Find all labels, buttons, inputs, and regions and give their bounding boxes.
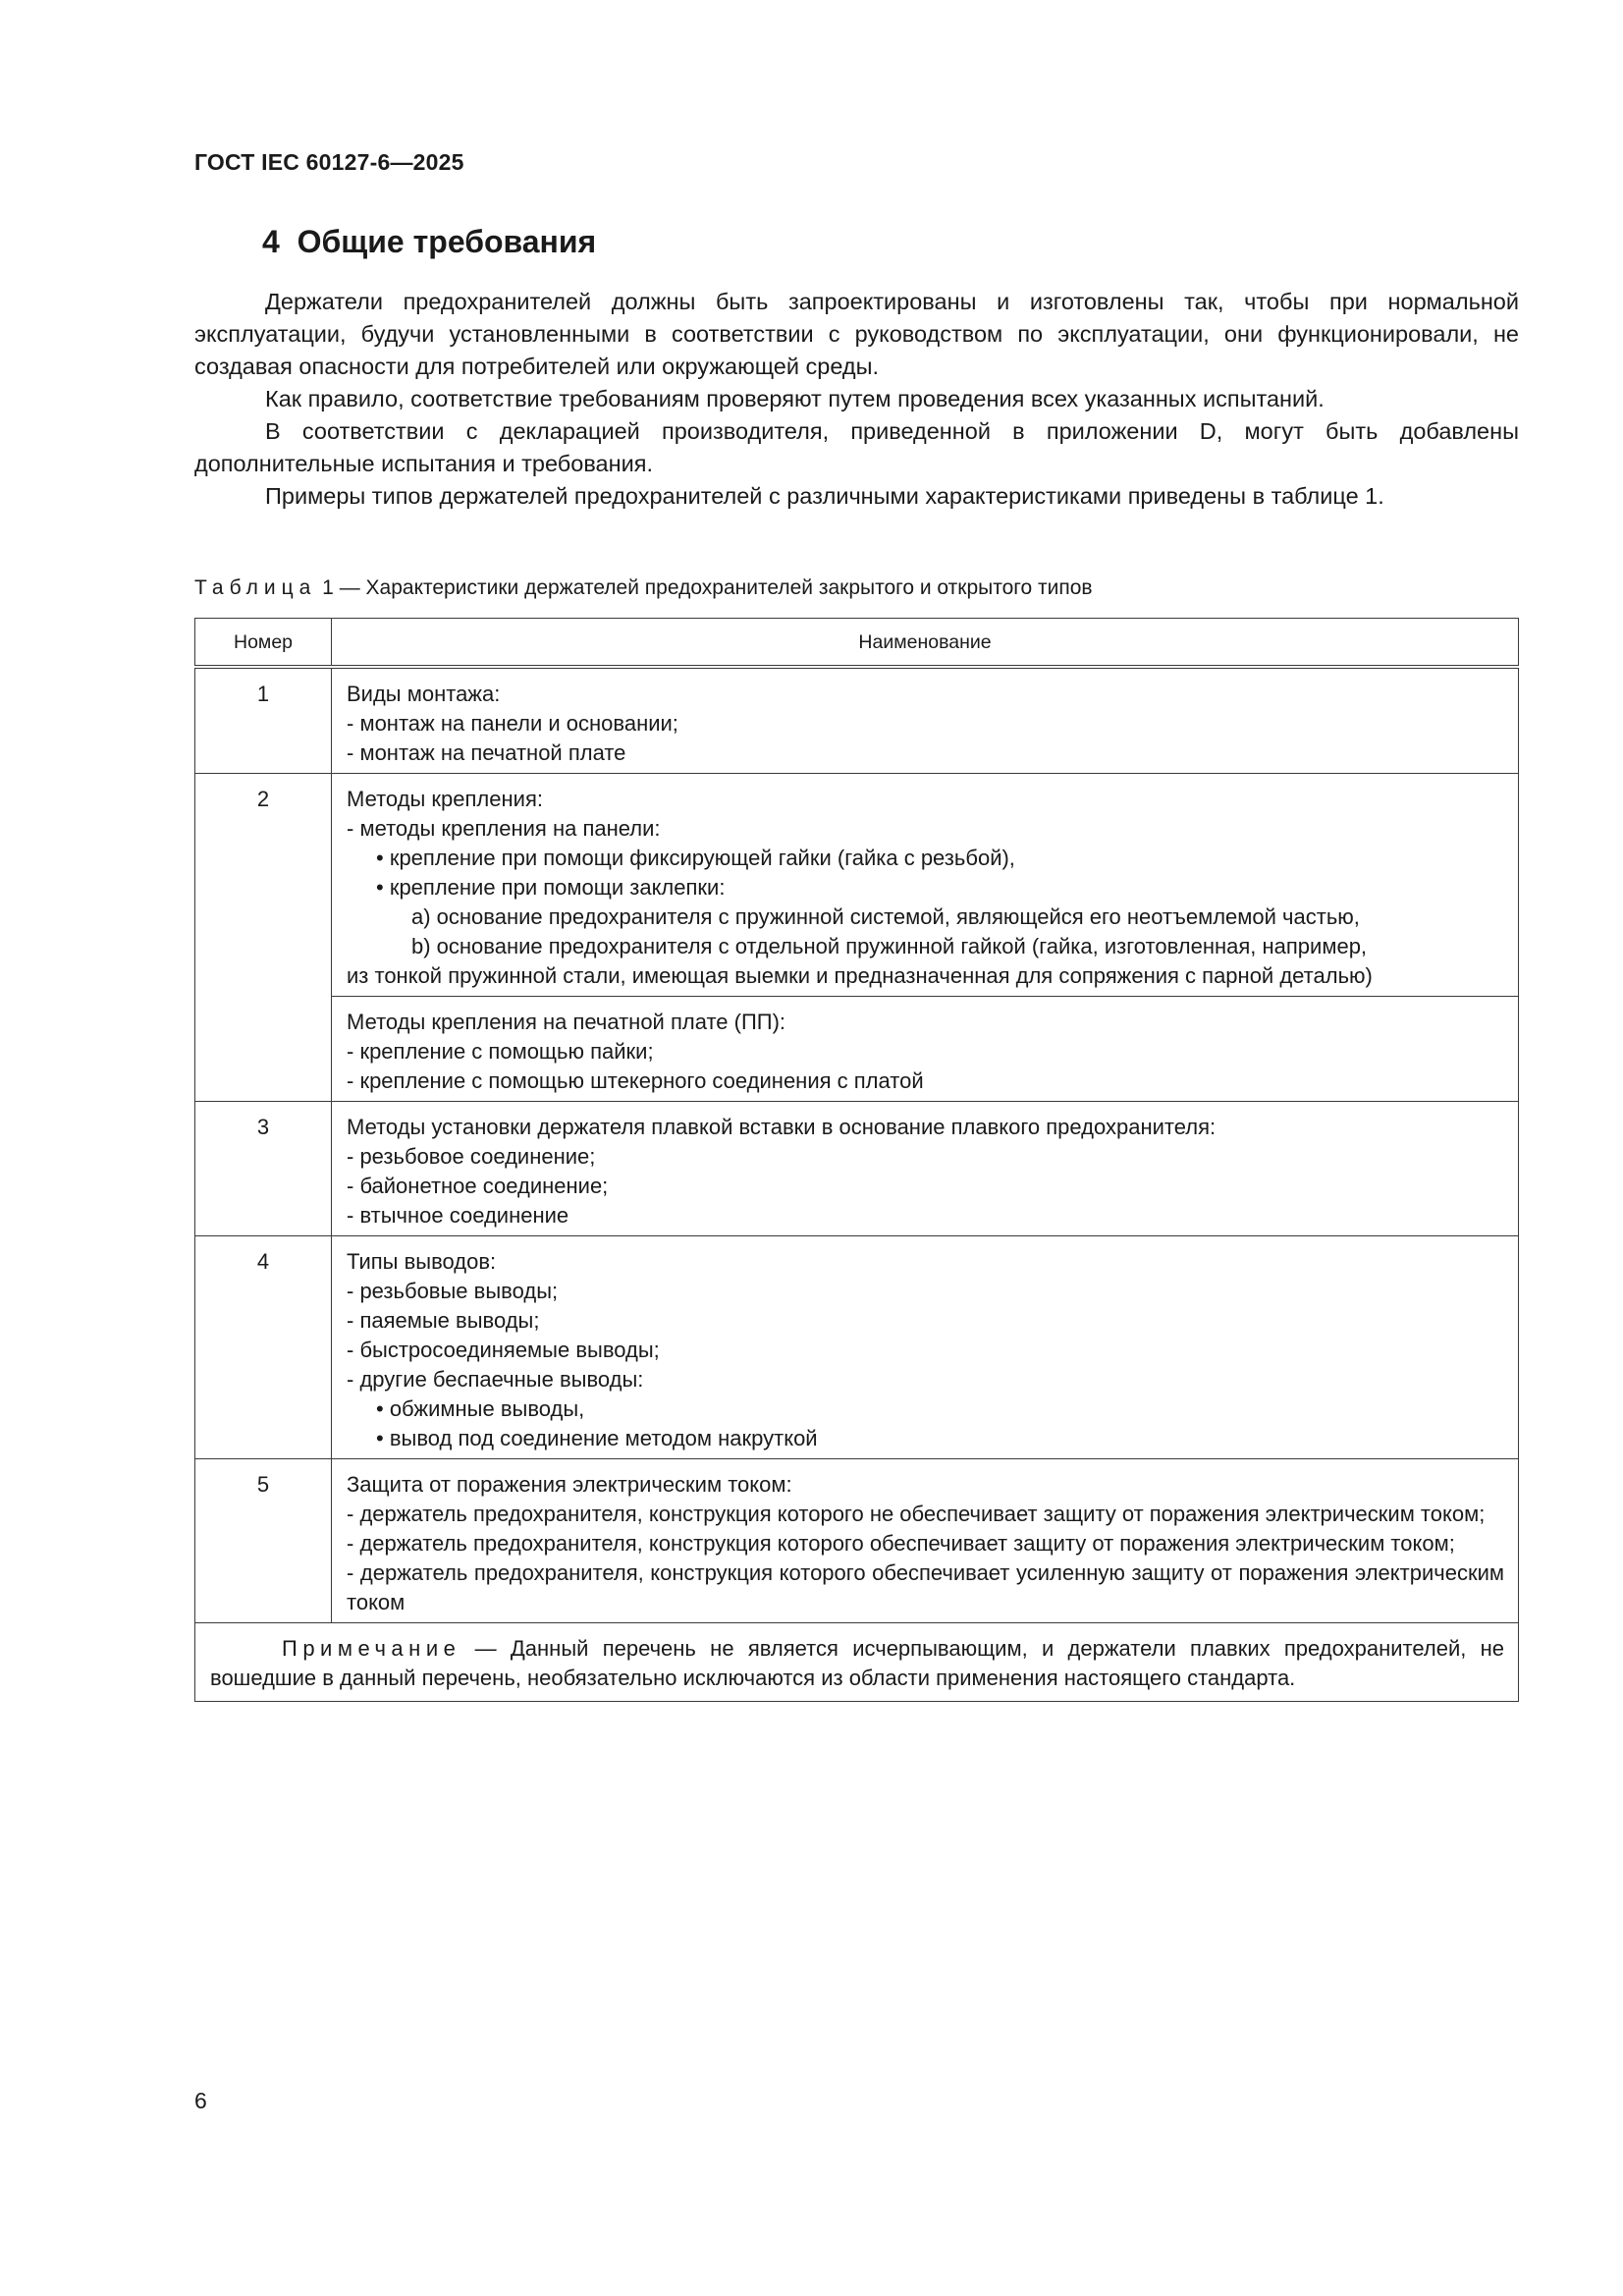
section-heading — [262, 224, 596, 260]
list-item: - резьбовые выводы; — [347, 1279, 559, 1303]
header-name: Наименование — [332, 619, 1519, 668]
page-number: 6 — [194, 2088, 207, 2113]
list-item: - резьбовое соединение; — [347, 1144, 596, 1169]
sub-item: b) основание предохранителя с отдельной пружинной гайкой (гайка, изготовленная, например, — [411, 934, 1368, 958]
list-item: - монтаж на панели и основании; — [347, 711, 678, 736]
row-number: 5 — [195, 1459, 332, 1623]
table-caption-text: 1 — Характеристики держателей предохранителей закрытого и открытого типов — [316, 576, 1093, 599]
row-number: 1 — [195, 667, 332, 774]
table-row — [195, 1459, 1519, 1623]
section-body — [194, 286, 1519, 513]
bullet-item: • обжимные выводы, — [376, 1396, 585, 1421]
table-row — [195, 667, 1519, 774]
list-item: - байонетное соединение; — [347, 1174, 609, 1198]
section-number: 4 — [262, 224, 280, 259]
table-row — [195, 997, 1519, 1102]
list-item: - быстросоединяемые выводы; — [347, 1338, 660, 1362]
bullet-item: • вывод под соединение методом накруткой — [376, 1426, 818, 1450]
section-title: Общие требования — [297, 224, 597, 259]
row-description — [332, 1236, 1519, 1459]
list-item: - втычное соединение — [347, 1203, 569, 1228]
list-item: - крепление с помощью пайки; — [347, 1039, 654, 1064]
standard-code: ГОСТ IEC 60127-6—2025 — [194, 149, 464, 175]
list-item: - паяемые выводы; — [347, 1308, 540, 1333]
row-description — [332, 1102, 1519, 1236]
row-title: Методы крепления: — [347, 787, 543, 811]
row-title: Методы установки держателя плавкой вставки в основание плавкого предохранителя: — [347, 1115, 1217, 1139]
header-number: Номер — [195, 619, 332, 668]
paragraph: В соответствии с декларацией производителя, приведенной в приложении D, могут быть добавлены дополнительные испытания и требования. — [194, 418, 1519, 476]
row-number: 3 — [195, 1102, 332, 1236]
row-title: Виды монтажа: — [347, 682, 501, 706]
note-text: — Данный перечень не является исчерпывающим, и держатели плавких предохранителей, не вошедшие в данный перечень, необязательно исключаются из области применения настоящего стандарта. — [210, 1636, 1504, 1690]
row-description — [332, 774, 1519, 997]
list-item: - крепление с помощью штекерного соединения с платой — [347, 1068, 924, 1093]
table-note-row — [195, 1623, 1519, 1702]
table-note — [195, 1623, 1519, 1702]
sub-item-continuation: из тонкой пружинной стали, имеющая выемки и предназначенная для сопряжения с парной деталью) — [347, 963, 1373, 988]
paragraph: Примеры типов держателей предохранителей с различными характеристиками приведены в таблице 1. — [265, 483, 1384, 509]
list-item: - другие беспаечные выводы: — [347, 1367, 644, 1392]
table-row — [195, 774, 1519, 997]
table-row — [195, 1102, 1519, 1236]
list-item: - держатель предохранителя, конструкция которого обеспечивает усиленную защиту от поражения электрическим током — [347, 1560, 1504, 1614]
table-caption — [194, 576, 1093, 600]
row-description — [332, 1459, 1519, 1623]
list-item: - методы крепления на панели: — [347, 816, 661, 841]
table-row — [195, 1236, 1519, 1459]
table-caption-label: Таблица — [194, 576, 317, 599]
list-item: - держатель предохранителя, конструкция которого обеспечивает защиту от поражения электрическим током; — [347, 1531, 1455, 1556]
sub-item: a) основание предохранителя с пружинной системой, являющейся его неотъемлемой частью, — [411, 904, 1360, 929]
bullet-item: • крепление при помощи фиксирующей гайки (гайка с резьбой), — [376, 846, 1015, 870]
row-title: Типы выводов: — [347, 1249, 497, 1274]
row-number: 4 — [195, 1236, 332, 1459]
paragraph: Как правило, соответствие требованиям проверяют путем проведения всех указанных испытаний. — [265, 386, 1325, 411]
list-item: - держатель предохранителя, конструкция которого не обеспечивает защиту от поражения электрическим током; — [347, 1502, 1486, 1526]
row-number: 2 — [195, 774, 332, 1102]
row-title: Методы крепления на печатной плате (ПП): — [347, 1010, 786, 1034]
row-description — [332, 667, 1519, 774]
table-header-row — [195, 619, 1519, 668]
paragraph: Держатели предохранителей должны быть запроектированы и изготовлены так, чтобы при нормальной эксплуатации, будучи установленными в соответствии с руководством по эксплуатации, они функционировали, не создавая опасности для потребителей или окружающей среды. — [194, 289, 1519, 379]
characteristics-table — [194, 618, 1519, 1702]
list-item: - монтаж на печатной плате — [347, 740, 626, 765]
note-label: Примечание — [282, 1636, 461, 1661]
row-description — [332, 997, 1519, 1102]
row-title: Защита от поражения электрическим током: — [347, 1472, 792, 1497]
bullet-item: • крепление при помощи заклепки: — [376, 875, 726, 900]
